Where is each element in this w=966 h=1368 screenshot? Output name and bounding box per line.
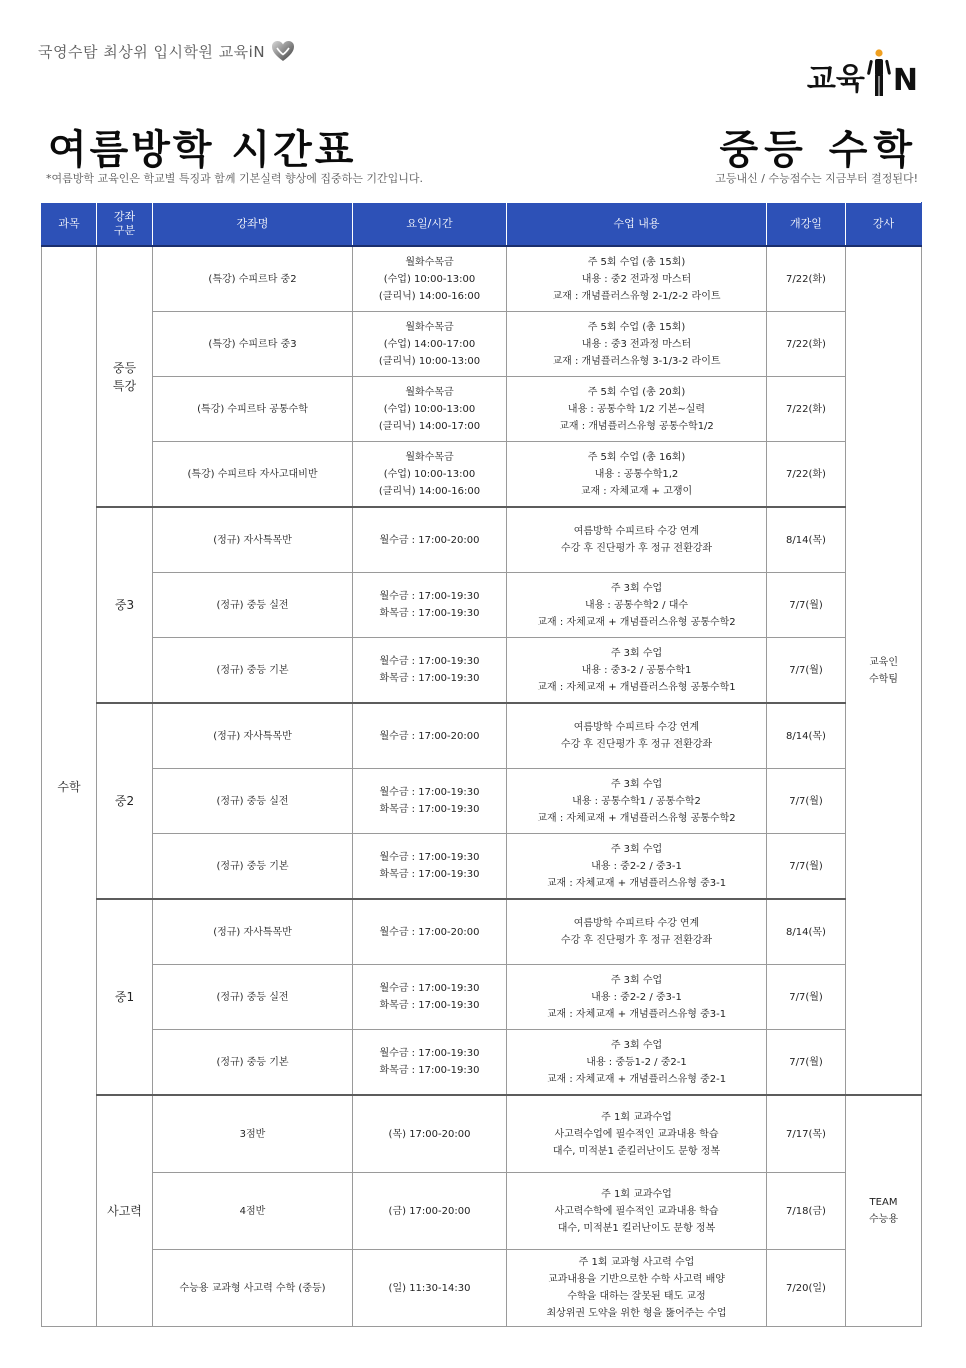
start-date-cell: 7/7(월) bbox=[767, 834, 846, 900]
schedule-cell: 월수금 : 17:00-19:30 화목금 : 17:00-19:30 bbox=[353, 834, 507, 900]
note-right: 고등내신 / 수능점수는 지금부터 결정된다! bbox=[715, 172, 918, 185]
course-name-cell: (정규) 자사특목반 bbox=[153, 703, 353, 769]
brand-logo bbox=[807, 46, 918, 98]
course-name-cell: (정규) 중등 기본 bbox=[153, 638, 353, 704]
schedule-cell: 월수금 : 17:00-20:00 bbox=[353, 507, 507, 573]
content-cell: 주 3회 수업 내용 : 공통수학1 / 공통수학2 교재 : 자체교재 + 개념플러스유형 공통수학2 bbox=[507, 769, 767, 834]
content-cell: 주 5회 수업 (총 15회) 내용 : 중2 전과정 마스터 교재 : 개념플러스유형 2-1/2-2 라이트 bbox=[507, 246, 767, 312]
content-cell: 주 5회 수업 (총 15회) 내용 : 중3 전과정 마스터 교재 : 개념플러스유형 3-1/3-2 라이트 bbox=[507, 312, 767, 377]
schedule-cell: 월수금 : 17:00-19:30 화목금 : 17:00-19:30 bbox=[353, 573, 507, 638]
start-date-cell: 7/7(월) bbox=[767, 965, 846, 1030]
content-cell: 여름방학 수피르타 수강 연계 수강 후 진단평가 후 정규 전환강좌 bbox=[507, 899, 767, 965]
page-title: 여름방학 시간표 bbox=[48, 127, 357, 173]
category-cell: 중등 특강 bbox=[97, 246, 153, 507]
content-cell: 주 3회 수업 내용 : 중2-2 / 중3-1 교재 : 자체교재 + 개념플러스유형 중3-1 bbox=[507, 834, 767, 900]
schedule-cell: 월수금 : 17:00-19:30 화목금 : 17:00-19:30 bbox=[353, 965, 507, 1030]
schedule-cell: 월화수목금 (수업) 10:00-13:00 (클리닉) 14:00-17:00 bbox=[353, 377, 507, 442]
content-cell: 주 3회 수업 내용 : 중2-2 / 중3-1 교재 : 자체교재 + 개념플러스유형 중3-1 bbox=[507, 965, 767, 1030]
course-name-cell: 4점반 bbox=[153, 1173, 353, 1250]
table-row bbox=[42, 769, 922, 834]
table-row bbox=[42, 703, 922, 769]
logo-text-left: 교육 bbox=[806, 62, 865, 97]
table-row bbox=[42, 965, 922, 1030]
category-cell: 중3 bbox=[97, 507, 153, 703]
timetable bbox=[41, 202, 922, 1327]
category-cell: 중1 bbox=[97, 899, 153, 1095]
schedule-cell: (금) 17:00-20:00 bbox=[353, 1173, 507, 1250]
col-subject: 과목 bbox=[42, 203, 97, 247]
start-date-cell: 7/22(화) bbox=[767, 246, 846, 312]
logo-text-right: N bbox=[892, 63, 918, 98]
schedule-cell: 월화수목금 (수업) 14:00-17:00 (클리닉) 10:00-13:00 bbox=[353, 312, 507, 377]
heart-icon bbox=[271, 40, 295, 62]
start-date-cell: 7/20(일) bbox=[767, 1250, 846, 1327]
content-cell: 주 1회 교과수업 사고력수학에 필수적인 교과내용 학습 대수, 미적분1 킬러난이도 문항 정복 bbox=[507, 1173, 767, 1250]
person-figure-icon bbox=[866, 48, 892, 98]
table-row bbox=[42, 1173, 922, 1250]
content-cell: 주 1회 교과수업 사고력수업에 필수적인 교과내용 학습 대수, 미적분1 준킬러난이도 문항 정복 bbox=[507, 1095, 767, 1173]
start-date-cell: 7/18(금) bbox=[767, 1173, 846, 1250]
start-date-cell: 8/14(목) bbox=[767, 703, 846, 769]
course-name-cell: (정규) 중등 실전 bbox=[153, 769, 353, 834]
col-teacher: 강사 bbox=[846, 203, 922, 247]
content-cell: 여름방학 수피르타 수강 연계 수강 후 진단평가 후 정규 전환강좌 bbox=[507, 507, 767, 573]
course-name-cell: (정규) 중등 실전 bbox=[153, 965, 353, 1030]
schedule-cell: (목) 17:00-20:00 bbox=[353, 1095, 507, 1173]
table-row bbox=[42, 638, 922, 704]
table-row bbox=[42, 377, 922, 442]
start-date-cell: 7/22(화) bbox=[767, 312, 846, 377]
table-header-row bbox=[42, 203, 922, 247]
start-date-cell: 7/22(화) bbox=[767, 377, 846, 442]
start-date-cell: 7/7(월) bbox=[767, 638, 846, 704]
start-date-cell: 7/7(월) bbox=[767, 1030, 846, 1096]
table-row bbox=[42, 442, 922, 508]
schedule-cell: 월수금 : 17:00-20:00 bbox=[353, 899, 507, 965]
schedule-cell: 월화수목금 (수업) 10:00-13:00 (클리닉) 14:00-16:00 bbox=[353, 442, 507, 508]
table-row bbox=[42, 1095, 922, 1173]
start-date-cell: 7/7(월) bbox=[767, 573, 846, 638]
course-name-cell: (특강) 수피르타 공통수학 bbox=[153, 377, 353, 442]
col-start-date: 개강일 bbox=[767, 203, 846, 247]
table-row bbox=[42, 312, 922, 377]
subject-cell: 수학 bbox=[42, 246, 97, 1327]
course-name-cell: (정규) 중등 기본 bbox=[153, 834, 353, 900]
note-left: *여름방학 교육인은 학교별 특징과 함께 기본실력 향상에 집중하는 기간입니다. bbox=[46, 172, 423, 185]
col-course-name: 강좌명 bbox=[153, 203, 353, 247]
category-cell: 중2 bbox=[97, 703, 153, 899]
course-name-cell: 수능용 교과형 사고력 수학 (중등) bbox=[153, 1250, 353, 1327]
course-name-cell: (특강) 수피르타 중2 bbox=[153, 246, 353, 312]
content-cell: 주 3회 수업 내용 : 중3-2 / 공통수학1 교재 : 자체교재 + 개념플러스유형 공통수학1 bbox=[507, 638, 767, 704]
content-cell: 여름방학 수피르타 수강 연계 수강 후 진단평가 후 정규 전환강좌 bbox=[507, 703, 767, 769]
schedule-cell: (일) 11:30-14:30 bbox=[353, 1250, 507, 1327]
course-name-cell: (정규) 중등 실전 bbox=[153, 573, 353, 638]
tagline bbox=[38, 40, 295, 62]
course-name-cell: 3점반 bbox=[153, 1095, 353, 1173]
col-schedule: 요일/시간 bbox=[353, 203, 507, 247]
start-date-cell: 8/14(목) bbox=[767, 507, 846, 573]
table-row bbox=[42, 573, 922, 638]
table-row bbox=[42, 246, 922, 312]
category-cell: 사고력 bbox=[97, 1095, 153, 1327]
col-content: 수업 내용 bbox=[507, 203, 767, 247]
teacher-cell: 교육인 수학팀 bbox=[846, 246, 922, 1095]
course-name-cell: (정규) 중등 기본 bbox=[153, 1030, 353, 1096]
schedule-cell: 월수금 : 17:00-20:00 bbox=[353, 703, 507, 769]
page-subtitle: 중등 수학 bbox=[719, 127, 918, 173]
schedule-cell: 월수금 : 17:00-19:30 화목금 : 17:00-19:30 bbox=[353, 1030, 507, 1096]
teacher-cell: TEAM 수능용 bbox=[846, 1095, 922, 1327]
content-cell: 주 3회 수업 내용 : 공통수학2 / 대수 교재 : 자체교재 + 개념플러스유형 공통수학2 bbox=[507, 573, 767, 638]
table-row bbox=[42, 1030, 922, 1096]
table-row bbox=[42, 834, 922, 900]
content-cell: 주 3회 수업 내용 : 중등1-2 / 중2-1 교재 : 자체교재 + 개념플러스유형 중2-1 bbox=[507, 1030, 767, 1096]
start-date-cell: 8/14(목) bbox=[767, 899, 846, 965]
content-cell: 주 5회 수업 (총 16회) 내용 : 공통수학1,2 교재 : 자체교재 + 고쟁이 bbox=[507, 442, 767, 508]
course-name-cell: (정규) 자사특목반 bbox=[153, 899, 353, 965]
table-row bbox=[42, 507, 922, 573]
table-row bbox=[42, 899, 922, 965]
col-category: 강좌 구분 bbox=[97, 203, 153, 247]
start-date-cell: 7/17(목) bbox=[767, 1095, 846, 1173]
start-date-cell: 7/22(화) bbox=[767, 442, 846, 508]
course-name-cell: (특강) 수피르타 중3 bbox=[153, 312, 353, 377]
course-name-cell: (특강) 수피르타 자사고대비반 bbox=[153, 442, 353, 508]
schedule-cell: 월수금 : 17:00-19:30 화목금 : 17:00-19:30 bbox=[353, 769, 507, 834]
start-date-cell: 7/7(월) bbox=[767, 769, 846, 834]
schedule-cell: 월화수목금 (수업) 10:00-13:00 (클리닉) 14:00-16:00 bbox=[353, 246, 507, 312]
schedule-cell: 월수금 : 17:00-19:30 화목금 : 17:00-19:30 bbox=[353, 638, 507, 704]
tagline-text: 국영수탐 최상위 입시학원 교육iN bbox=[38, 42, 266, 61]
content-cell: 주 1회 교과형 사고력 수업 교과내용을 기반으로한 수학 사고력 배양 수학을 대하는 잘못된 태도 교정 최상위권 도약을 위한 형을 뚫어주는 수업 bbox=[507, 1250, 767, 1327]
content-cell: 주 5회 수업 (총 20회) 내용 : 공통수학 1/2 기본~실력 교재 : 개념플러스유형 공통수학1/2 bbox=[507, 377, 767, 442]
table-row bbox=[42, 1250, 922, 1327]
course-name-cell: (정규) 자사특목반 bbox=[153, 507, 353, 573]
